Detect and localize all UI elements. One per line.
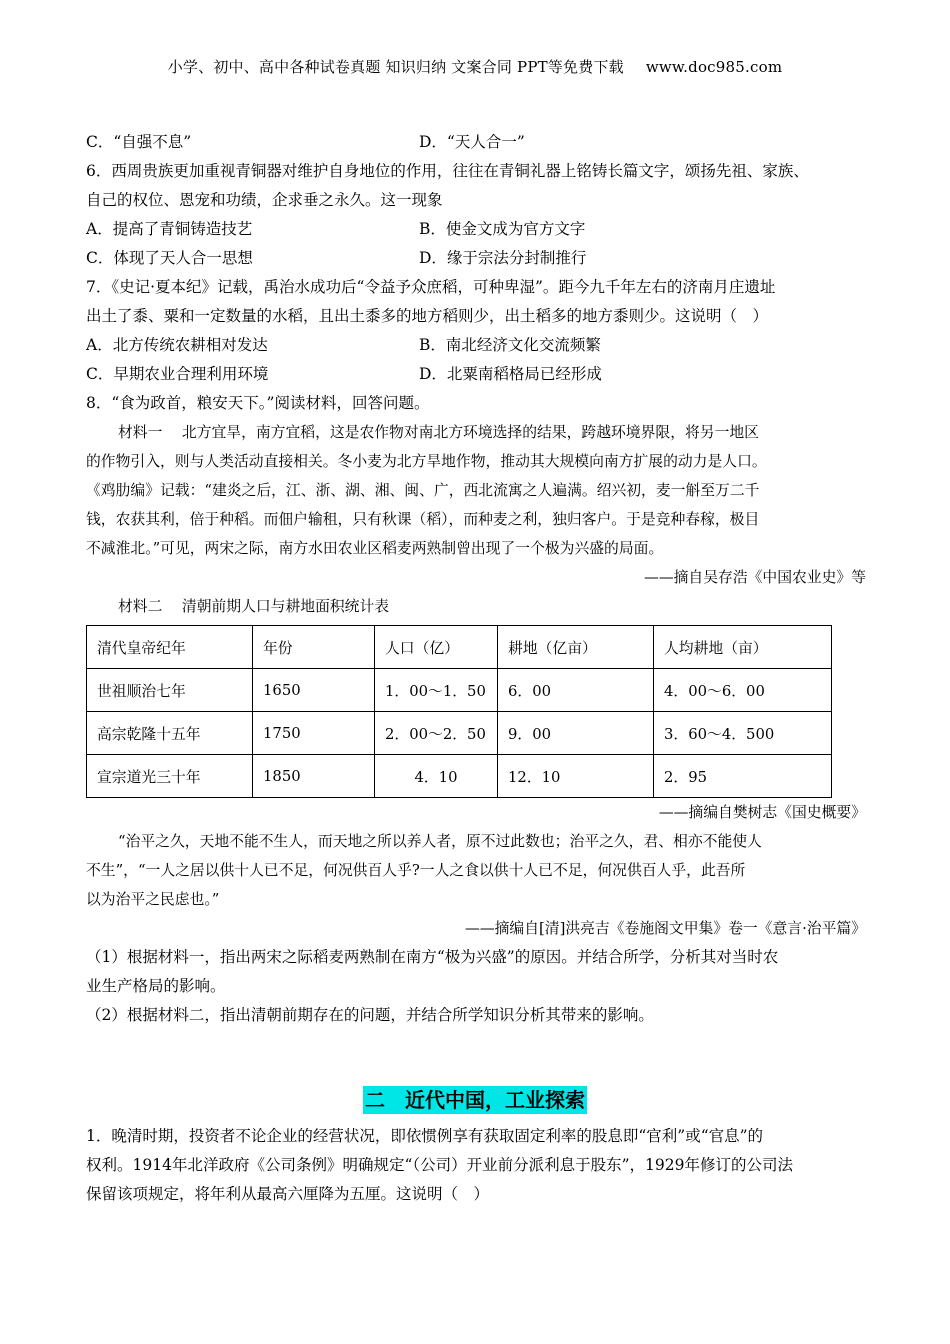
page-header: [0, 56, 950, 77]
table-cell: 12．10: [498, 755, 654, 798]
q6-options-row-1: [86, 215, 866, 244]
table-header-row: [87, 626, 832, 669]
q8-material-2-title: 材料二 清朝前期人口与耕地面积统计表: [118, 598, 390, 615]
table-row: [87, 712, 832, 755]
q6-stem-line-1: 6．西周贵族更加重视青铜器对维护自身地位的作用，往往在青铜礼器上铭铸长篇文字，颂扬先祖、家族、: [86, 162, 809, 180]
s2q1-line: 权利。1914年北洋政府《公司条例》明确规定“（公司）开业前分派利息于股东”，1929年修订的公司法: [86, 1156, 793, 1174]
q7-options-row-2: [86, 360, 866, 389]
header-text: 小学、初中、高中各种试卷真题 知识归纳 文案合同 PPT等免费下载: [167, 58, 624, 76]
table-cell: 2．00～2．50: [375, 712, 498, 755]
q8-material-1-line: 的作物引入，则与人类活动直接相关。冬小麦为北方旱地作物，推动其大规模向南方扩展的动力是人口。: [86, 453, 767, 470]
section-title: 二 近代中国，工业探索: [365, 1088, 585, 1112]
table-cell: 4．00～6．00: [654, 669, 832, 712]
q8-subquestion-1-line-1: （1）根据材料一，指出两宋之际稻麦两熟制在南方“极为兴盛”的原因。并结合所学，分析其对当时农: [86, 948, 779, 966]
table-cell: 1650: [253, 669, 375, 712]
q6-option-c: C．体现了天人合一思想: [86, 249, 253, 267]
header-url[interactable]: www.doc985.com: [645, 58, 783, 76]
q6-option-a: A．提高了青铜铸造技艺: [86, 220, 253, 238]
s2q1-line: 1．晚清时期，投资者不论企业的经营状况，即依惯例享有获取固定利率的股息即“官利”或“官息”的: [86, 1127, 764, 1145]
table-cell: 世祖顺治七年: [87, 669, 253, 712]
q8-quote-line: “治平之久，天地不能不生人，而天地之所以养人者，原不过此数也；治平之久，君、相亦不能使人: [118, 833, 762, 850]
q6-option-d: D．缘于宗法分封制推行: [419, 249, 587, 267]
q7-option-a: A．北方传统农耕相对发达: [86, 336, 268, 354]
q7-option-c: C．早期农业合理利用环境: [86, 365, 269, 383]
q5-options-row: [86, 128, 866, 157]
table-cell: 1750: [253, 712, 375, 755]
table-cell: 宣宗道光三十年: [87, 755, 253, 798]
table-header-cell: 耕地（亿亩）: [498, 626, 654, 669]
q8-material-1-line: 《鸡肋编》记载：“建炎之后，江、浙、湖、湘、闽、广，西北流寓之人遍满。绍兴初，麦一斛至万二千: [86, 482, 760, 499]
s2q1-line: 保留该项规定，将年利从最高六厘降为五厘。这说明（ ）: [86, 1185, 490, 1203]
q7-options-row-1: [86, 331, 866, 360]
q8-material-1-line: 不减淮北。”可见，两宋之际，南方水田农业区稻麦两熟制曾出现了一个极为兴盛的局面。: [86, 540, 664, 557]
q8-material-1-line: 钱，农获其利，倍于种稻。而佃户输租，只有秋课（稻），而种麦之利，独归客户。于是竞种春稼，极目: [86, 511, 760, 528]
question-content: [86, 128, 866, 1030]
q8-material-1-line: 材料一 北方宜旱，南方宜稻，这是农作物对南北方环境选择的结果，跨越环境界限，将另一地区: [118, 424, 759, 441]
q6-option-b: B．使金文成为官方文字: [419, 220, 586, 238]
q7-stem-line-2: 出土了黍、粟和一定数量的水稻，且出土黍多的地方稻则少，出土稻多的地方黍则少。这说明（ ）: [86, 307, 769, 325]
section-heading: [0, 1084, 950, 1113]
table-cell: 1850: [253, 755, 375, 798]
table-cell: 9．00: [498, 712, 654, 755]
table-cell: 高宗乾隆十五年: [87, 712, 253, 755]
table-header-cell: 清代皇帝纪年: [87, 626, 253, 669]
q8-quote-line: 以为治平之民虑也。”: [86, 891, 220, 908]
q5-option-c: C．“自强不息”: [86, 133, 192, 151]
q8-quote-line: 不生”，“一人之居以供十人已不足，何况供百人乎?一人之食以供十人已不足，何况供百人乎，此吾所: [86, 862, 746, 879]
table-header-cell: 年份: [253, 626, 375, 669]
section2-question-1: [86, 1122, 866, 1209]
q6-options-row-2: [86, 244, 866, 273]
q5-option-d: D．“天人合一”: [419, 133, 525, 151]
table-cell: 6．00: [498, 669, 654, 712]
q7-option-d: D．北粟南稻格局已经形成: [419, 365, 602, 383]
table-cell: 4．10: [375, 755, 498, 798]
q8-subquestion-1-line-2: 业生产格局的影响。: [86, 977, 226, 995]
table-header-cell: 人口（亿）: [375, 626, 498, 669]
table-row: [87, 755, 832, 798]
table-row: [87, 669, 832, 712]
q8-material-1-source: ——摘自吴存浩《中国农业史》等: [644, 569, 866, 586]
q7-stem-line-1: 7．《史记·夏本纪》记载，禹治水成功后“令益予众庶稻，可种卑湿”。距今九千年左右的济南月庄遗址: [86, 278, 776, 296]
q6-stem-line-2: 自己的权位、恩宠和功绩，企求垂之永久。这一现象: [86, 191, 443, 209]
q8-material-2-source: ——摘编自樊树志《国史概要》: [658, 804, 866, 821]
population-farmland-table: [86, 625, 832, 798]
q8-stem: 8．“食为政首，粮安天下。”阅读材料，回答问题。: [86, 394, 430, 412]
q7-option-b: B．南北经济文化交流频繁: [419, 336, 601, 354]
q8-subquestion-2: （2）根据材料二，指出清朝前期存在的问题，并结合所学知识分析其带来的影响。: [86, 1006, 654, 1024]
table-cell: 2．95: [654, 755, 832, 798]
q8-quote-source: ——摘编自[清]洪亮吉《卷施阁文甲集》卷一《意言·治平篇》: [465, 920, 866, 937]
table-cell: 1．00～1．50: [375, 669, 498, 712]
table-cell: 3．60～4．500: [654, 712, 832, 755]
table-header-cell: 人均耕地（亩）: [654, 626, 832, 669]
